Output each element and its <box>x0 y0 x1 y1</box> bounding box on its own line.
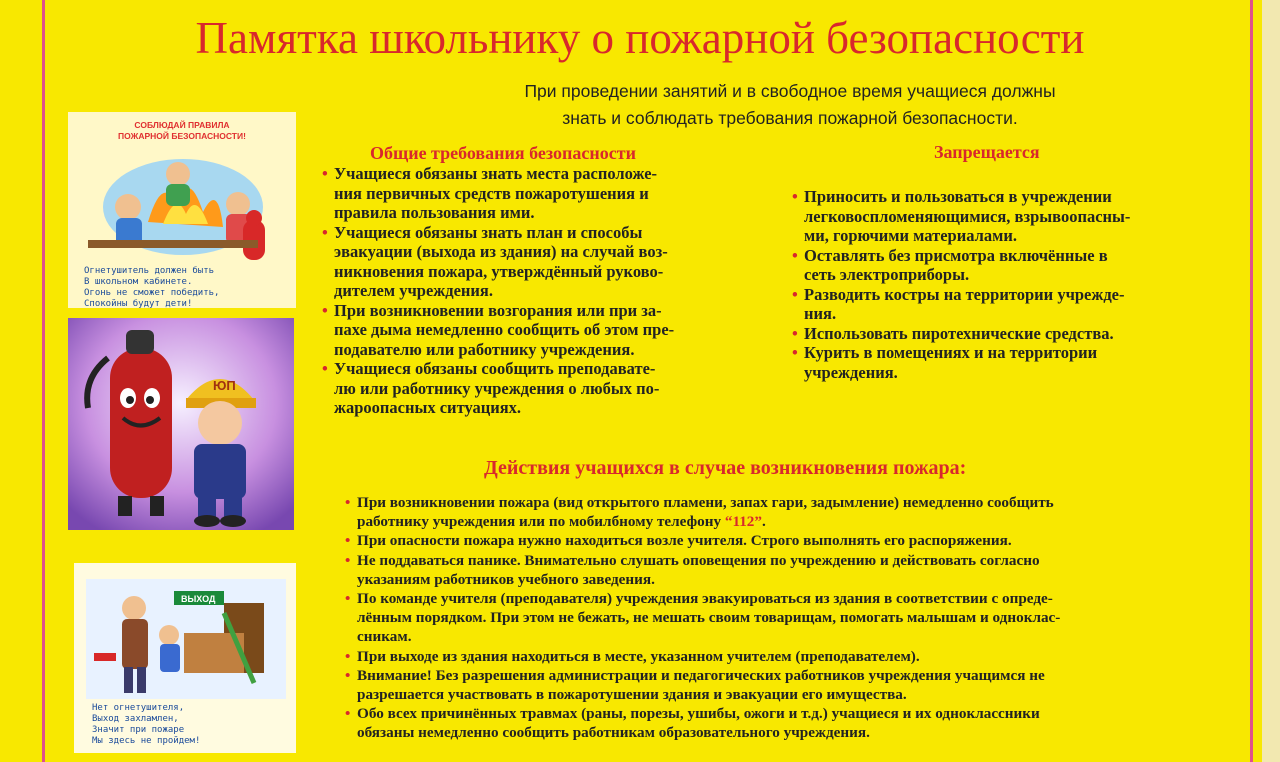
bullet-icon: • <box>792 245 798 265</box>
frame-line-left <box>42 0 45 762</box>
forbidden-heading: Запрещается <box>934 142 1040 162</box>
blocked-exit-illustration <box>74 563 296 753</box>
caption-line: Огонь не сможет победить, <box>84 288 220 298</box>
bullet-icon: • <box>345 705 351 723</box>
illustration-caption <box>84 266 219 308</box>
forbidden-list <box>792 187 1212 382</box>
list-item: • При опасности пожара нужно находиться возле учителя. Строго выполнять его распоряжения. <box>345 532 1012 550</box>
scan-edge <box>1262 0 1280 762</box>
extinguisher-character-illustration <box>68 318 294 530</box>
intro-line: знать и соблюдать требования пожарной безопасности. <box>562 108 1018 128</box>
list-item: • Внимание! Без разрешения администрации и педагогических работников учреждения учащимся не разрешается участвовать в пожаротушении здания и эвакуации его имущества. <box>345 666 1045 704</box>
intro-line: При проведении занятий и в свободное время учащиеся должны <box>524 81 1056 101</box>
illustration-caption <box>92 703 200 747</box>
list-item: • Учащиеся обязаны сообщить преподавате- лю или работнику учреждения о любых по- жароопасных ситуациях. <box>322 359 660 417</box>
caption-line: Выход захламлен, <box>92 714 179 724</box>
classroom-fire-illustration <box>68 112 296 308</box>
exit-sign-text: ВЫХОД <box>181 594 216 604</box>
list-item: • Использовать пиротехнические средства. <box>792 323 1114 343</box>
illustration-title-line: СОБЛЮДАЙ ПРАВИЛА <box>134 120 230 130</box>
fire-actions-heading: Действия учащихся в случае возникновения пожара: <box>484 457 967 479</box>
bullet-icon: • <box>345 590 351 608</box>
bullet-icon: • <box>345 494 351 511</box>
bullet-icon: • <box>792 284 798 304</box>
bullet-icon: • <box>345 532 351 550</box>
bullet-icon: • <box>322 359 328 378</box>
page-title: Памятка школьнику о пожарной безопасности <box>195 13 1085 63</box>
list-item: • При выходе из здания находиться в месте, указанном учителем (преподавателем). <box>345 647 920 665</box>
caption-line: Нет огнетушителя, <box>92 703 185 713</box>
frame-line-right <box>1250 0 1253 762</box>
bullet-icon: • <box>792 323 798 343</box>
separator-dots <box>72 545 302 549</box>
bullet-icon: • <box>322 222 328 242</box>
bullet-icon: • <box>322 164 328 183</box>
bullet-icon: • <box>792 187 798 206</box>
list-item: • Курить в помещениях и на территории учреждения. <box>792 343 1098 382</box>
bullet-icon: • <box>792 343 798 362</box>
caption-line: Огнетушитель должен быть <box>84 266 215 276</box>
emergency-phone: “112” <box>724 513 762 531</box>
illustration-title-line: ПОЖАРНОЙ БЕЗОПАСНОСТИ! <box>118 131 246 141</box>
list-item: • Приносить и пользоваться в учреждении легковоспломеняющимися, взрывоопасны- ми, горючими материалами. <box>792 187 1131 245</box>
bullet-icon: • <box>345 647 351 665</box>
fire-actions-list <box>345 493 1205 743</box>
general-requirements-heading: Общие требования безопасности <box>370 143 636 163</box>
caption-line: Мы здесь не пройдем! <box>92 736 201 746</box>
helmet-text: ЮП <box>213 378 236 393</box>
bullet-icon: • <box>345 551 351 569</box>
intro-text <box>420 78 1160 132</box>
list-item: • Учащиеся обязаны знать места расположе- ния первичных средств пожаротушения и правила пользования ими. <box>322 164 658 222</box>
caption-line: Значит при пожаре <box>92 725 185 735</box>
list-item: • Учащиеся обязаны знать план и способы эвакуации (выхода из здания) на случай воз- никновения пожара, утверждённый руково- дителем учреждения. <box>322 222 668 300</box>
caption-line: Спокойны будут дети! <box>84 299 193 308</box>
general-requirements-list <box>322 164 742 418</box>
caption-line: В школьном кабинете. <box>84 277 193 287</box>
list-item: • При возникновении возгорания или при за- пахе дыма немедленно сообщить об этом пре- подавателю или работнику учреждения. <box>322 300 675 359</box>
illustration-title <box>68 120 296 142</box>
list-item: • При возникновении пожара (вид открытого пламени, запах гари, задымление) немедленно сообщить работнику учреждения или по мобилбному телефону “112”. <box>345 494 1054 531</box>
list-item: • Не поддаваться панике. Внимательно слушать оповещения по учреждению и действовать согласно указаниям работников учебного заведения. <box>345 551 1040 588</box>
list-item: • Оставлять без присмотра включённые в сеть электроприборы. <box>792 245 1108 284</box>
bullet-icon: • <box>322 300 328 320</box>
list-item: • Разводить костры на территории учрежде- ния. <box>792 284 1125 323</box>
bullet-icon: • <box>345 666 351 684</box>
list-item: • Обо всех причинённых травмах (раны, порезы, ушибы, ожоги и т.д.) учащиеся и их одноклассники обязаны немедленно сообщить работникам образовательного учреждения. <box>345 705 1040 742</box>
list-item: • По команде учителя (преподавателя) учреждения эвакуироваться из здания в соответствии с опреде- лённым порядком. При этом не бежать, не мешать своим товарищам, помогать малышам и однoклас- сникам. <box>345 590 1061 646</box>
